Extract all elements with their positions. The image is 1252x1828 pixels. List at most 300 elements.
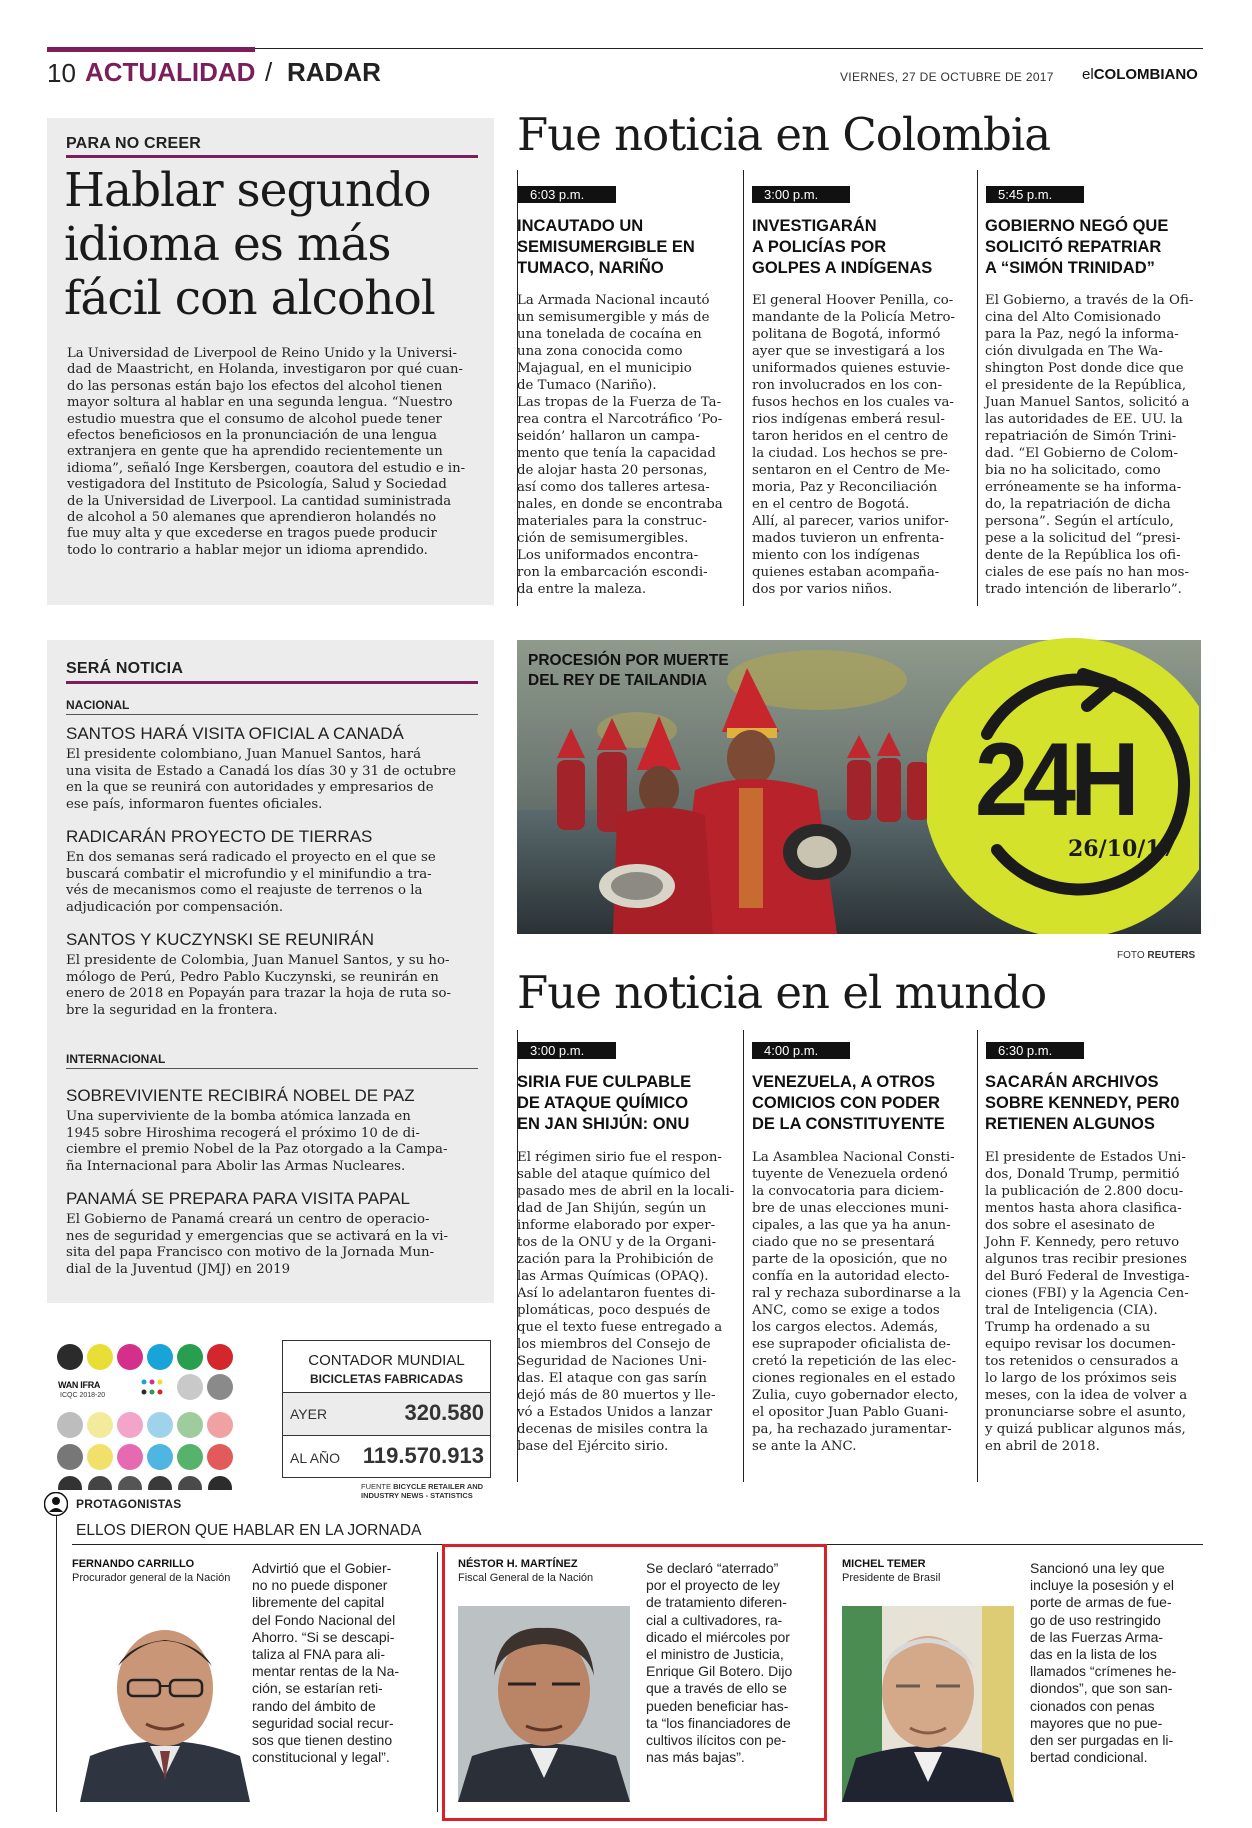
body-line: una zona conocida como bbox=[517, 344, 683, 359]
body-line: bre de unas elecciones muni- bbox=[752, 1201, 949, 1216]
nacional-label-rule bbox=[66, 714, 478, 715]
photo-credit bbox=[1117, 950, 1195, 961]
nacional-label: NACIONAL bbox=[66, 698, 130, 712]
headline-line: EN JAN SHIJÚN: ONU bbox=[517, 1115, 690, 1133]
source-line: BICYCLE RETAILER AND bbox=[393, 1482, 484, 1491]
story-body bbox=[517, 292, 733, 598]
para-no-creer-body bbox=[67, 346, 483, 559]
body-line: sable del ataque químico del bbox=[517, 1167, 711, 1182]
body-line: quienes estaban acompaña- bbox=[752, 565, 940, 580]
body-line: los miembros del Consejo de bbox=[517, 1337, 711, 1352]
story-body bbox=[985, 292, 1201, 598]
body-line: ciales de ese país no han mos- bbox=[985, 565, 1189, 580]
body-line: de Tumaco (Nariño). bbox=[517, 378, 657, 393]
badge-24h-text: 24H bbox=[975, 722, 1134, 838]
body-line: dos sobre el asesinato de bbox=[985, 1218, 1155, 1233]
counter-title: CONTADOR MUNDIAL bbox=[308, 1352, 465, 1369]
headline-line: VENEZUELA, A OTROS bbox=[752, 1073, 936, 1091]
body-line: Una superviviente de la bomba atómica lanzada en bbox=[66, 1109, 411, 1124]
body-line: todo lo contrario a hablar mejor un idioma aprendido. bbox=[67, 542, 428, 558]
body-line: bre la seguridad en la frontera. bbox=[66, 1002, 278, 1018]
body-line: dad. “El Gobierno de Colom- bbox=[985, 446, 1178, 461]
quote-line: Enrique Gil Botero. Dijo bbox=[646, 1663, 793, 1680]
brief-item bbox=[66, 724, 486, 813]
quote-line: mentar rentas de la Na- bbox=[252, 1663, 400, 1680]
quote-line: no no puede disponer bbox=[252, 1577, 388, 1594]
body-line: base del Ejército sirio. bbox=[517, 1439, 669, 1454]
time-badge: 3:00 p.m. bbox=[518, 1042, 616, 1059]
body-line: La Universidad de Liverpool de Reino Unido y la Universi- bbox=[67, 346, 457, 361]
sera-noticia-kicker: SERÁ NOTICIA bbox=[66, 660, 184, 677]
body-line: el presidente de la República, bbox=[985, 378, 1187, 393]
para-no-creer-title bbox=[64, 164, 484, 326]
tiny-dots bbox=[142, 1380, 163, 1395]
body-line: nales, en donde se encontraba bbox=[517, 497, 723, 512]
quote-line: taliza al FNA para ali- bbox=[252, 1646, 386, 1663]
body-line: y quizá publicar algunos más, bbox=[985, 1422, 1186, 1437]
body-line: John F. Kennedy, pero retuvo bbox=[985, 1235, 1180, 1250]
body-line: materiales para la construc- bbox=[517, 514, 707, 529]
story-body bbox=[752, 292, 970, 598]
body-line: El presidente colombiano, Juan Manuel Santos, hará bbox=[66, 747, 422, 762]
quote-line: den ser purgadas en li- bbox=[1030, 1732, 1174, 1749]
headline-line: SOBRE KENNEDY, PER0 bbox=[985, 1094, 1180, 1112]
protagonistas-subtitle: ELLOS DIERON QUE HABLAR EN LA JORNADA bbox=[76, 1522, 422, 1539]
quote-line: constitucional y legal”. bbox=[252, 1749, 390, 1766]
counter-row2-label: AL AÑO bbox=[290, 1450, 341, 1466]
sera-noticia-rule bbox=[66, 681, 478, 684]
body-line: vés de mecanismos como el reajuste de terrenos o la bbox=[66, 883, 423, 899]
headline-line: A “SIMÓN TRINIDAD” bbox=[985, 259, 1155, 277]
person-icon bbox=[44, 1492, 68, 1516]
headline-line: SEMISUMERGIBLE EN bbox=[517, 238, 695, 256]
protagonistas-vertical-rule bbox=[56, 1516, 57, 1812]
body-line: ayer que se investigará a los bbox=[752, 344, 945, 359]
credit-name: REUTERS bbox=[1147, 950, 1196, 961]
protagonist-quote bbox=[1030, 1560, 1202, 1766]
headline-line: SIRIA FUE CULPABLE bbox=[517, 1073, 692, 1091]
body-line: El presidente de Colombia, Juan Manuel Santos, y su ho- bbox=[66, 953, 450, 968]
body-line: ciembre el premio Nobel de la Paz otorgado a la Campa- bbox=[66, 1142, 448, 1158]
body-line: Seguridad de Naciones Uni- bbox=[517, 1354, 707, 1369]
body-line: moria, Paz y Reconciliación bbox=[752, 480, 938, 495]
time-badge: 6:30 p.m. bbox=[986, 1042, 1084, 1059]
protagonistas-person-icon bbox=[44, 1492, 68, 1516]
protagonist-name: MICHEL TEMER bbox=[842, 1558, 926, 1570]
brief-body bbox=[66, 1212, 486, 1278]
quote-line: seguridad social recur- bbox=[252, 1714, 394, 1731]
column-divider bbox=[743, 1030, 744, 1482]
body-line: mólogo de Perú, Pedro Pablo Kuczynski, se reunirán en bbox=[66, 969, 439, 985]
protagonist-name: FERNANDO CARRILLO bbox=[72, 1558, 195, 1570]
headline-line: RETIENEN ALGUNOS bbox=[985, 1115, 1155, 1133]
protagonist-role: Procurador general de la Nación bbox=[72, 1572, 231, 1584]
section-separator: / bbox=[265, 57, 273, 87]
body-line: estudio muestra que el consumo de alcohol puede tener bbox=[67, 411, 442, 427]
body-line: ciado que no se presentará bbox=[752, 1235, 935, 1250]
body-line: 1945 sobre Hiroshima recogerá el próximo 10 de di- bbox=[66, 1125, 420, 1141]
body-line: do, la repatriación de dicha bbox=[985, 497, 1171, 512]
body-line: una visita de Estado a Canadá los días 30 y 31 de octubre bbox=[66, 763, 456, 779]
body-line: bia no ha solicitado, como bbox=[985, 463, 1161, 478]
quote-line: sos que tienen destino bbox=[252, 1732, 393, 1749]
quote-line: Advirtió que el Gobier- bbox=[252, 1560, 392, 1576]
body-line: cipales, a las que ya ha anun- bbox=[752, 1218, 951, 1233]
body-line: tos retenidos o censurados a bbox=[985, 1354, 1179, 1369]
protagonist-name: NÉSTOR H. MARTÍNEZ bbox=[458, 1558, 578, 1570]
body-line: rios indígenas emberá resul- bbox=[752, 412, 945, 427]
photo-caption bbox=[528, 651, 729, 691]
body-line: do las personas están bajo los efectos del alcohol tienen bbox=[67, 378, 443, 394]
body-line: zación para la Prohibición de bbox=[517, 1252, 714, 1267]
body-line: rea contra el Narcotráfico ‘Po- bbox=[517, 412, 723, 427]
body-line: ciones (FBI) y la Agencia Cen- bbox=[985, 1286, 1189, 1301]
body-line: en abril de 2018. bbox=[985, 1439, 1100, 1454]
story-headline bbox=[752, 216, 972, 279]
body-line: extranjera en gente que ha aprendido recientemente un bbox=[67, 444, 443, 460]
quote-line: porte de armas de fue- bbox=[1030, 1594, 1172, 1611]
body-line: sita del papa Francisco con motivo de la Jornada Mun- bbox=[66, 1245, 435, 1261]
quote-line: de tratamiento diferen- bbox=[646, 1594, 787, 1611]
body-line: ral y rechaza subordinarse a la bbox=[752, 1286, 961, 1301]
story-headline bbox=[517, 1072, 737, 1135]
quote-line: rando del ámbito de bbox=[252, 1697, 376, 1714]
internacional-label: INTERNACIONAL bbox=[66, 1052, 166, 1066]
body-line: tuyente de Venezuela ordenó bbox=[752, 1167, 948, 1182]
quote-line: pueden beneficiar has- bbox=[646, 1697, 789, 1714]
headline-line: GOLPES A INDÍGENAS bbox=[752, 259, 933, 277]
quote-line: bertad condicional. bbox=[1030, 1749, 1148, 1766]
headline-line: TUMACO, NARIÑO bbox=[517, 259, 664, 277]
body-line: pasado mes de abril en la locali- bbox=[517, 1184, 735, 1199]
body-line: la convocatoria para diciem- bbox=[752, 1184, 944, 1199]
brief-title: SANTOS Y KUCZYNSKI SE REUNIRÁN bbox=[66, 930, 374, 949]
swatch-row-4 bbox=[57, 1444, 233, 1470]
body-line: fusos hechos en los cuales va- bbox=[752, 395, 954, 410]
column-divider bbox=[977, 170, 978, 606]
body-line: efectos beneficiosos en la pronunciación de una lengua bbox=[67, 428, 438, 444]
body-line: sentaron en el Centro de Me- bbox=[752, 463, 950, 478]
body-line: Así lo adelantaron fuentes di- bbox=[517, 1286, 716, 1301]
color-swatch-grid bbox=[56, 1340, 256, 1490]
headline-line: INCAUTADO UN bbox=[517, 217, 644, 235]
body-line: cretó la repetición de las elec- bbox=[752, 1354, 957, 1369]
body-line: ANC, como se exige a todos bbox=[752, 1303, 940, 1318]
body-line: das. El ataque con gas sarín bbox=[517, 1371, 707, 1386]
body-line: El general Hoover Penilla, co- bbox=[752, 293, 954, 308]
body-line: ese suprapoder oficialista de- bbox=[752, 1337, 951, 1352]
body-line: persona”. Según el artículo, bbox=[985, 514, 1174, 529]
body-line: dad de Jan Shijún, según un bbox=[517, 1201, 707, 1216]
body-line: ción de semisumergibles. bbox=[517, 531, 689, 546]
icqc-code: ICQC 2018-20 bbox=[60, 1392, 106, 1399]
body-line: da entre la maleza. bbox=[517, 582, 647, 597]
body-line: mentos hasta ahora clasifica- bbox=[985, 1201, 1182, 1216]
time-badge: 4:00 p.m. bbox=[752, 1042, 850, 1059]
internacional-label-rule bbox=[66, 1068, 478, 1069]
story-body bbox=[985, 1149, 1201, 1455]
swatch-row-2 bbox=[177, 1374, 233, 1400]
story-body bbox=[752, 1149, 972, 1455]
newspaper-logo bbox=[1082, 66, 1198, 83]
quote-line: Se declaró “aterrado” bbox=[646, 1560, 779, 1576]
quote-line: de las Fuerzas Arma- bbox=[1030, 1628, 1164, 1645]
body-line: idioma”, señaló Inge Kersbergen, coautora del estudio e in- bbox=[67, 460, 466, 476]
brief-item bbox=[66, 1189, 486, 1278]
header-accent-bar bbox=[47, 47, 255, 52]
body-line: la ciudad. Los hechos se pre- bbox=[752, 446, 948, 461]
body-line: El Gobierno de Panamá creará un centro de operacio- bbox=[66, 1212, 430, 1227]
quote-line: mayores que no pue- bbox=[1030, 1714, 1163, 1731]
body-line: ña Internacional para Abolir las Armas Nucleares. bbox=[66, 1158, 406, 1174]
quote-line: cial a cultivadores, ra- bbox=[646, 1611, 783, 1628]
body-line: un semisumergible y más de bbox=[517, 310, 710, 325]
body-line: adjudicación por compensación. bbox=[66, 899, 284, 915]
martinez-portrait bbox=[458, 1606, 630, 1802]
headline-line: DE ATAQUE QUÍMICO bbox=[517, 1094, 689, 1112]
body-line: ese país, informaron fuentes oficiales. bbox=[66, 796, 323, 812]
body-line: pa, ha rechazado juramentar- bbox=[752, 1422, 952, 1437]
body-line: erróneamente se ha informa- bbox=[985, 480, 1182, 495]
body-line: fue muy alta y que excederse en tragos puede producir bbox=[67, 526, 437, 542]
body-line: dejó más de 80 muertos y lle- bbox=[517, 1388, 716, 1403]
brief-item bbox=[66, 1086, 486, 1175]
body-line: taron heridos en el centro de bbox=[752, 429, 949, 444]
body-line: de alojar hasta 20 personas, bbox=[517, 463, 708, 478]
protagonist-card bbox=[458, 1552, 820, 1804]
quote-line: cionados con penas bbox=[1030, 1697, 1155, 1714]
body-line: vó a Estados Unidos a lanzar bbox=[517, 1405, 713, 1420]
headline-line: GOBIERNO NEGÓ QUE bbox=[985, 217, 1169, 235]
headline-line: SOLICITÓ REPATRIAR bbox=[985, 238, 1162, 256]
body-line: las Armas Químicas (OPAQ). bbox=[517, 1269, 709, 1284]
body-line: dial de la Juventud (JMJ) en 2019 bbox=[66, 1261, 291, 1277]
page-number: 10 bbox=[47, 58, 76, 88]
story-headline bbox=[752, 1072, 974, 1135]
body-line: una tonelada de cocaína en bbox=[517, 327, 702, 342]
body-line: pronunciarse sobre el asunto, bbox=[985, 1405, 1187, 1420]
protagonist-card bbox=[842, 1552, 1204, 1804]
caption-line: PROCESIÓN POR MUERTE bbox=[528, 652, 729, 669]
story-body bbox=[517, 1149, 739, 1455]
brief-item bbox=[66, 930, 486, 1019]
body-line: algunos tras recibir presiones bbox=[985, 1252, 1187, 1267]
protagonistas-kicker: PROTAGONISTAS bbox=[76, 1497, 182, 1511]
body-line: plomáticas, poco después de bbox=[517, 1303, 711, 1318]
headline-line: INVESTIGARÁN bbox=[752, 217, 877, 235]
time-badge: 5:45 p.m. bbox=[986, 186, 1084, 203]
swatch-row-3 bbox=[57, 1412, 233, 1438]
protagonist-card bbox=[72, 1552, 427, 1804]
body-line: El presidente de Estados Uni- bbox=[985, 1150, 1186, 1165]
body-line: En dos semanas será radicado el proyecto en el que se bbox=[66, 850, 436, 865]
body-line: ron involucrados en los con- bbox=[752, 378, 943, 393]
protagonist-role: Fiscal General de la Nación bbox=[458, 1572, 594, 1584]
swatch-row-5 bbox=[58, 1476, 232, 1490]
colombia-section-title: Fue noticia en Colombia bbox=[517, 108, 1051, 161]
section-name: ACTUALIDAD bbox=[85, 57, 256, 87]
body-line: dos por varios niños. bbox=[752, 582, 893, 597]
body-line: meses, con la idea de volver a bbox=[985, 1388, 1188, 1403]
brief-title: SOBREVIVIENTE RECIBIRÁ NOBEL DE PAZ bbox=[66, 1086, 415, 1105]
body-line: mayor soltura al hablar en una segunda lengua. “Nuestro bbox=[67, 395, 453, 411]
quote-line: llamados “crímenes he- bbox=[1030, 1663, 1177, 1680]
logo-prefix: el bbox=[1082, 66, 1094, 83]
body-line: dente de la República los ofi- bbox=[985, 548, 1181, 563]
caption-line: DEL REY DE TAILANDIA bbox=[528, 672, 708, 689]
story-headline bbox=[985, 216, 1205, 279]
body-line: tral de Inteligencia (CIA). bbox=[985, 1303, 1158, 1318]
quote-line: cultivos ilícitos con pe- bbox=[646, 1732, 787, 1749]
body-line: ron la embarcación escondi- bbox=[517, 565, 708, 580]
quote-line: libremente del capital bbox=[252, 1594, 385, 1611]
body-line: Trump ha ordenado a su bbox=[985, 1320, 1151, 1335]
quote-line: das en la lista de los bbox=[1030, 1646, 1157, 1663]
body-line: cina del Alto Comisionado bbox=[985, 310, 1161, 325]
issue-date: VIERNES, 27 DE OCTUBRE DE 2017 bbox=[840, 70, 1054, 84]
body-line: La Armada Nacional incautó bbox=[517, 293, 710, 308]
subsection-name: RADAR bbox=[287, 57, 381, 87]
body-line: decenas de misiles contra la bbox=[517, 1422, 709, 1437]
quote-line: nas más bajas”. bbox=[646, 1749, 745, 1766]
protagonist-quote bbox=[252, 1560, 427, 1766]
body-line: Juan Manuel Santos, solicitó a bbox=[985, 395, 1190, 410]
quote-line: diondos”, que son san- bbox=[1030, 1680, 1173, 1697]
quote-line: go de uso restringido bbox=[1030, 1611, 1161, 1628]
body-line: El Gobierno, a través de la Ofi- bbox=[985, 293, 1194, 308]
body-line: equipo revisar los documen- bbox=[985, 1337, 1176, 1352]
brief-body bbox=[66, 953, 486, 1019]
source-line: INDUSTRY NEWS - STATISTICS bbox=[361, 1491, 473, 1500]
temer-portrait bbox=[842, 1606, 1014, 1802]
story-headline bbox=[517, 216, 737, 279]
quote-line: del Fondo Nacional del bbox=[252, 1611, 396, 1628]
carrillo-portrait bbox=[80, 1606, 250, 1802]
body-line: Zulia, cuyo gobernador electo, bbox=[752, 1388, 959, 1403]
body-line: Allí, al parecer, varios unifor- bbox=[752, 514, 949, 529]
headline-line: COMICIOS CON PODER bbox=[752, 1094, 940, 1112]
logo-main: COLOMBIANO bbox=[1093, 66, 1198, 83]
body-line: El régimen sirio fue el respon- bbox=[517, 1150, 722, 1165]
body-line: mados tuvieron un enfrenta- bbox=[752, 531, 945, 546]
body-line: los cargos electos. Además, bbox=[752, 1320, 939, 1335]
quote-line: que a través de ello se bbox=[646, 1680, 787, 1697]
quote-line: ta “los financiadores de bbox=[646, 1714, 791, 1731]
body-line: la publicación de 2.800 docu- bbox=[985, 1184, 1184, 1199]
time-badge: 6:03 p.m. bbox=[518, 186, 616, 203]
counter-divider bbox=[283, 1435, 490, 1436]
body-line: shington Post donde dice que bbox=[985, 361, 1184, 376]
story-headline bbox=[985, 1072, 1205, 1135]
body-line: confía en la autoridad electo- bbox=[752, 1269, 950, 1284]
body-line: pese a la solicitud del “presi- bbox=[985, 531, 1181, 546]
body-line: mandante de la Policía Metro- bbox=[752, 310, 956, 325]
body-line: La Asamblea Nacional Consti- bbox=[752, 1150, 955, 1165]
quote-line: incluye la posesión y el bbox=[1030, 1577, 1174, 1594]
brief-title: SANTOS HARÁ VISITA OFICIAL A CANADÁ bbox=[66, 724, 404, 743]
credit-prefix: FOTO bbox=[1117, 950, 1145, 961]
body-line: así como dos talleres artesa- bbox=[517, 480, 710, 495]
counter-subtitle: BICICLETAS FABRICADAS bbox=[309, 1372, 464, 1386]
headline-line: DE LA CONSTITUYENTE bbox=[752, 1115, 945, 1133]
body-line: las autoridades de EE. UU. la bbox=[985, 412, 1183, 427]
body-line: en la que se reunirá con autoridades y empresarios de bbox=[66, 780, 434, 796]
title-line: Hablar segundo bbox=[64, 163, 431, 218]
source-prefix: FUENTE bbox=[361, 1482, 391, 1491]
column-divider bbox=[437, 1552, 438, 1812]
wan-ifra-logo: WAN IFRA bbox=[58, 1380, 101, 1390]
body-line: en el centro de Bogotá. bbox=[752, 497, 910, 512]
body-line: uniformados quienes estuvie- bbox=[752, 361, 951, 376]
counter-row1-label: AYER bbox=[290, 1406, 328, 1422]
column-divider bbox=[977, 1030, 978, 1482]
quote-line: ción, se estarían reti- bbox=[252, 1680, 383, 1697]
swatch-row-1 bbox=[57, 1344, 233, 1370]
protagonist-photo bbox=[458, 1606, 630, 1802]
brief-title: RADICARÁN PROYECTO DE TIERRAS bbox=[66, 827, 373, 846]
quote-line: el ministro de Justicia, bbox=[646, 1646, 784, 1663]
body-line: tos de la ONU y de la Organi- bbox=[517, 1235, 717, 1250]
body-line: ciones regionales en el estado bbox=[752, 1371, 956, 1386]
title-line: idioma es más bbox=[64, 217, 391, 272]
color-registration-chart bbox=[56, 1340, 256, 1490]
quote-line: por el proyecto de ley bbox=[646, 1577, 780, 1594]
time-badge: 3:00 p.m. bbox=[752, 186, 850, 203]
body-line: para la Paz, negó la informa- bbox=[985, 327, 1179, 342]
body-line: de la Universidad de Liverpool. La cantidad suministrada bbox=[67, 493, 452, 509]
body-line: buscará combatir el microfundio y el minifundio a tra- bbox=[66, 866, 432, 882]
body-line: parte de la oposición, que no bbox=[752, 1252, 948, 1267]
body-line: lo largo de los próximos seis bbox=[985, 1371, 1177, 1386]
brief-body bbox=[66, 747, 486, 813]
quote-line: Ahorro. “Si se descapi- bbox=[252, 1628, 395, 1645]
body-line: trado intención de liberarlo”. bbox=[985, 582, 1182, 597]
counter-row2-value: 119.570.913 bbox=[362, 1443, 484, 1468]
body-line: ción divulgada en The Wa- bbox=[985, 344, 1163, 359]
brief-body bbox=[66, 850, 486, 916]
quote-line: dicado el miércoles por bbox=[646, 1628, 790, 1645]
body-line: enero de 2018 en Popayán para trazar la hoja de ruta so- bbox=[66, 986, 451, 1002]
para-no-creer-rule bbox=[66, 155, 478, 158]
body-line: el opositor Juan Pablo Guani- bbox=[752, 1405, 949, 1420]
body-line: que el texto fuese entregado a bbox=[517, 1320, 723, 1335]
body-line: seidón’ hallaron un campa- bbox=[517, 429, 700, 444]
body-line: politana de Bogotá, informó bbox=[752, 327, 941, 342]
mundo-section-title: Fue noticia en el mundo bbox=[517, 966, 1047, 1019]
protagonist-role: Presidente de Brasil bbox=[842, 1572, 941, 1584]
brief-item bbox=[66, 827, 486, 916]
body-line: Majagual, en el municipio bbox=[517, 361, 692, 376]
body-line: mento que tenía la capacidad bbox=[517, 446, 716, 461]
protagonist-photo bbox=[842, 1606, 1014, 1802]
body-line: del Buró Federal de Investiga- bbox=[985, 1269, 1190, 1284]
badge-24h-date: 26/10/17 bbox=[1068, 836, 1176, 862]
body-line: de alcohol a 50 alemanes que aprendieron holandés no bbox=[67, 510, 437, 526]
body-line: nes de seguridad y emergencias que se activará en la vi- bbox=[66, 1228, 449, 1244]
body-line: Los uniformados encontra- bbox=[517, 548, 699, 563]
body-line: dad de Maastricht, en Holanda, investigaron por qué cuan- bbox=[67, 362, 463, 378]
para-no-creer-kicker: PARA NO CREER bbox=[66, 135, 202, 152]
body-line: vestigadora del Instituto de Psicología, Salud y Sociedad bbox=[67, 477, 447, 493]
body-line: informe elaborado por exper- bbox=[517, 1218, 716, 1233]
counter-row1-value: 320.580 bbox=[404, 1400, 484, 1425]
protagonist-quote bbox=[646, 1560, 816, 1766]
column-divider bbox=[743, 170, 744, 606]
protagonist-photo bbox=[80, 1606, 250, 1802]
brief-body bbox=[66, 1109, 486, 1175]
quote-line: Sancionó una ley que bbox=[1030, 1560, 1165, 1576]
counter-source bbox=[361, 1482, 483, 1500]
